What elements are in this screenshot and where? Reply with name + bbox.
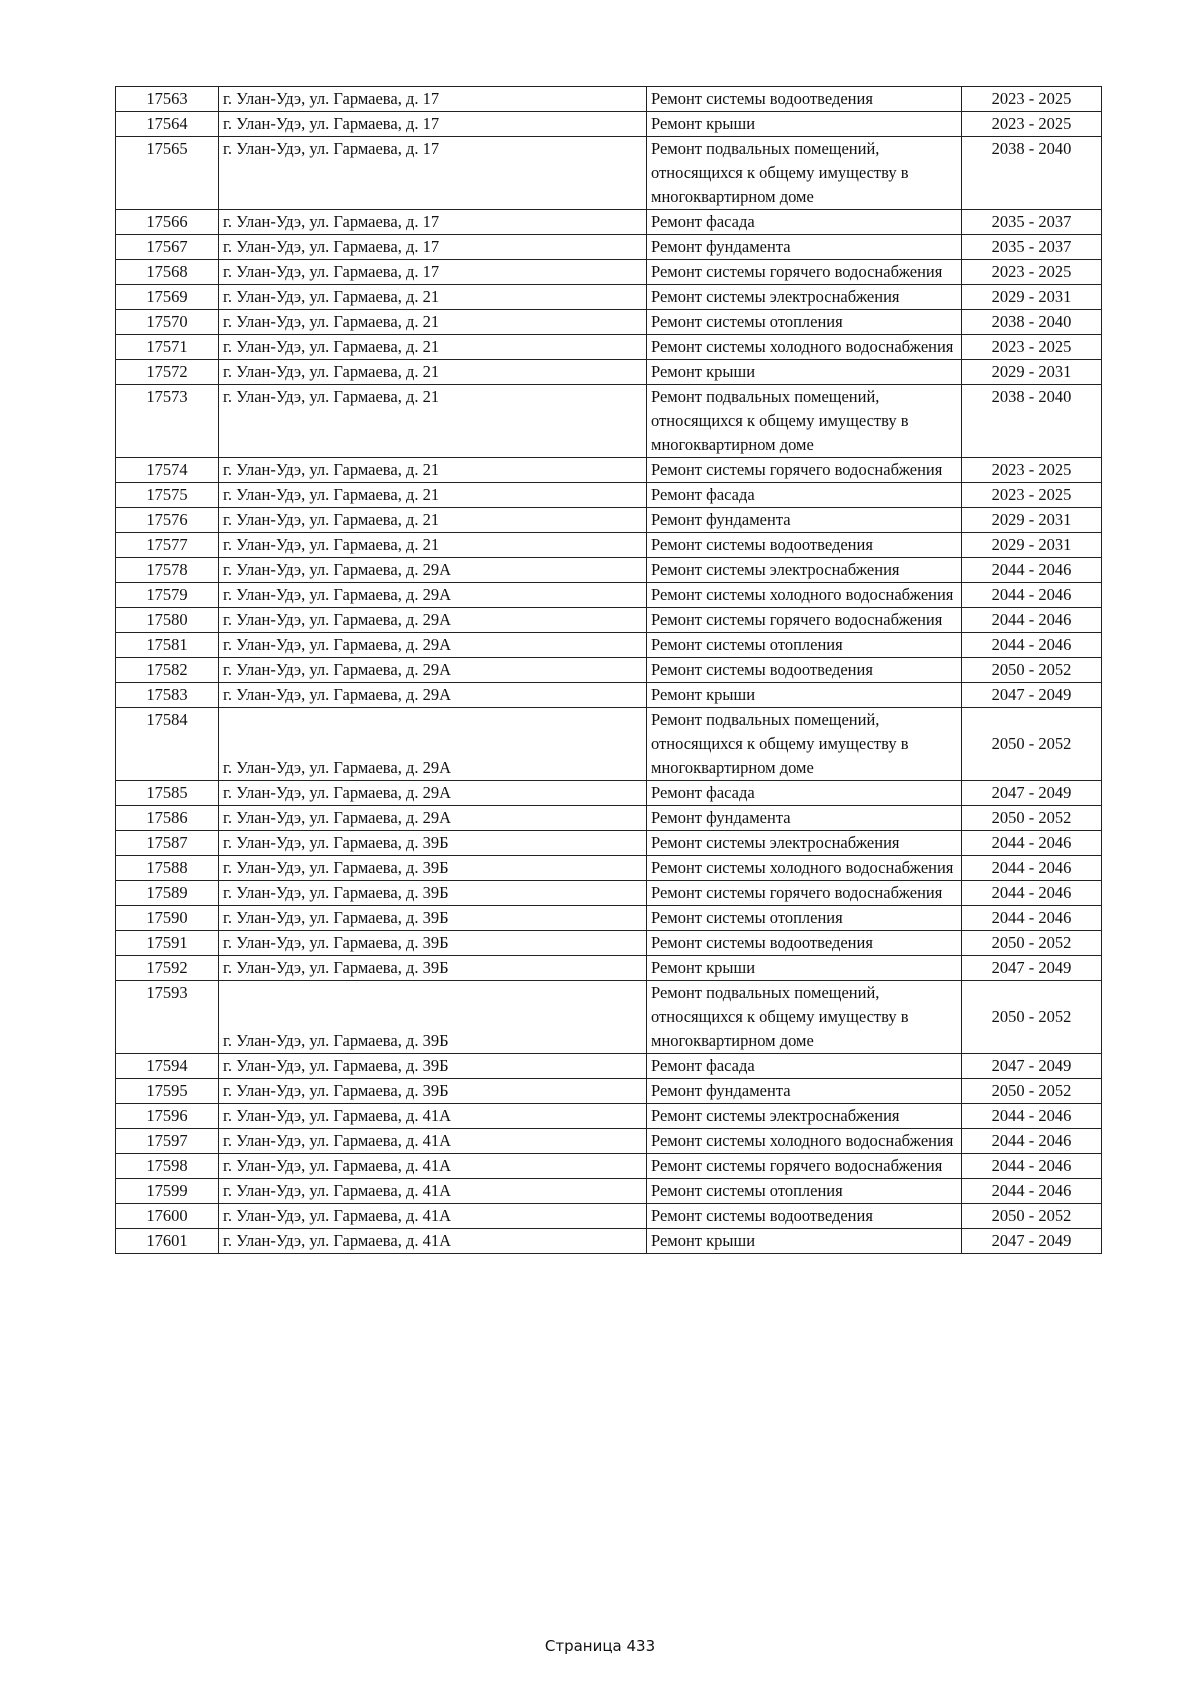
row-number: 17601: [116, 1229, 219, 1254]
row-period: 2029 - 2031: [962, 360, 1102, 385]
row-address: г. Улан-Удэ, ул. Гармаева, д. 41А: [219, 1229, 647, 1254]
row-period: 2047 - 2049: [962, 683, 1102, 708]
row-work-type: Ремонт системы водоотведения: [647, 931, 962, 956]
row-work-type: Ремонт фасада: [647, 483, 962, 508]
row-period: 2029 - 2031: [962, 508, 1102, 533]
row-period: 2038 - 2040: [962, 137, 1102, 210]
row-period: 2050 - 2052: [962, 981, 1102, 1054]
row-number: 17587: [116, 831, 219, 856]
row-period: 2047 - 2049: [962, 956, 1102, 981]
row-period: 2035 - 2037: [962, 210, 1102, 235]
row-work-type: Ремонт системы электроснабжения: [647, 558, 962, 583]
row-address: г. Улан-Удэ, ул. Гармаева, д. 21: [219, 360, 647, 385]
row-period: 2044 - 2046: [962, 831, 1102, 856]
row-number: 17589: [116, 881, 219, 906]
repair-schedule-table: [115, 86, 1102, 1254]
row-number: 17579: [116, 583, 219, 608]
row-address: г. Улан-Удэ, ул. Гармаева, д. 29А: [219, 658, 647, 683]
row-period: 2044 - 2046: [962, 1154, 1102, 1179]
row-work-type: Ремонт системы электроснабжения: [647, 831, 962, 856]
row-number: 17575: [116, 483, 219, 508]
row-work-type: Ремонт системы отопления: [647, 906, 962, 931]
row-period: 2044 - 2046: [962, 583, 1102, 608]
row-number: 17581: [116, 633, 219, 658]
row-number: 17597: [116, 1129, 219, 1154]
row-number: 17570: [116, 310, 219, 335]
row-address: г. Улан-Удэ, ул. Гармаева, д. 17: [219, 137, 647, 210]
row-work-type: Ремонт крыши: [647, 112, 962, 137]
row-work-type: Ремонт системы горячего водоснабжения: [647, 881, 962, 906]
row-work-type: Ремонт фасада: [647, 1054, 962, 1079]
table-body: [116, 87, 1102, 1254]
row-number: 17592: [116, 956, 219, 981]
row-address: г. Улан-Удэ, ул. Гармаева, д. 29А: [219, 806, 647, 831]
row-address: г. Улан-Удэ, ул. Гармаева, д. 21: [219, 508, 647, 533]
row-number: 17595: [116, 1079, 219, 1104]
row-address: г. Улан-Удэ, ул. Гармаева, д. 39Б: [219, 1079, 647, 1104]
row-work-type: Ремонт подвальных помещений, относящихся к общему имуществу в многоквартирном доме: [647, 137, 962, 210]
row-period: 2044 - 2046: [962, 608, 1102, 633]
row-work-type: Ремонт подвальных помещений, относящихся к общему имуществу в многоквартирном доме: [647, 981, 962, 1054]
row-period: 2044 - 2046: [962, 881, 1102, 906]
row-work-type: Ремонт подвальных помещений, относящихся к общему имуществу в многоквартирном доме: [647, 708, 962, 781]
row-number: 17598: [116, 1154, 219, 1179]
row-period: 2047 - 2049: [962, 1054, 1102, 1079]
row-number: 17563: [116, 87, 219, 112]
row-work-type: Ремонт системы горячего водоснабжения: [647, 458, 962, 483]
row-period: 2023 - 2025: [962, 335, 1102, 360]
row-number: 17594: [116, 1054, 219, 1079]
row-work-type: Ремонт фундамента: [647, 806, 962, 831]
row-number: 17572: [116, 360, 219, 385]
row-period: 2050 - 2052: [962, 806, 1102, 831]
row-work-type: Ремонт системы электроснабжения: [647, 1104, 962, 1129]
row-period: 2044 - 2046: [962, 1104, 1102, 1129]
row-number: 17571: [116, 335, 219, 360]
row-period: 2023 - 2025: [962, 483, 1102, 508]
row-number: 17583: [116, 683, 219, 708]
row-number: 17577: [116, 533, 219, 558]
row-address: г. Улан-Удэ, ул. Гармаева, д. 41А: [219, 1104, 647, 1129]
row-period: 2050 - 2052: [962, 1079, 1102, 1104]
row-work-type: Ремонт системы водоотведения: [647, 87, 962, 112]
row-address: г. Улан-Удэ, ул. Гармаева, д. 21: [219, 385, 647, 458]
row-number: 17567: [116, 235, 219, 260]
row-period: 2038 - 2040: [962, 385, 1102, 458]
row-period: 2023 - 2025: [962, 87, 1102, 112]
row-work-type: Ремонт системы водоотведения: [647, 1204, 962, 1229]
row-work-type: Ремонт системы холодного водоснабжения: [647, 583, 962, 608]
row-period: 2044 - 2046: [962, 1129, 1102, 1154]
row-number: 17600: [116, 1204, 219, 1229]
row-number: 17578: [116, 558, 219, 583]
row-work-type: Ремонт системы водоотведения: [647, 533, 962, 558]
row-number: 17588: [116, 856, 219, 881]
row-period: 2029 - 2031: [962, 533, 1102, 558]
row-number: 17599: [116, 1179, 219, 1204]
row-address: г. Улан-Удэ, ул. Гармаева, д. 29А: [219, 583, 647, 608]
row-work-type: Ремонт системы отопления: [647, 310, 962, 335]
row-work-type: Ремонт крыши: [647, 360, 962, 385]
row-work-type: Ремонт системы горячего водоснабжения: [647, 260, 962, 285]
row-address: г. Улан-Удэ, ул. Гармаева, д. 41А: [219, 1179, 647, 1204]
row-work-type: Ремонт фундамента: [647, 1079, 962, 1104]
row-address: г. Улан-Удэ, ул. Гармаева, д. 29А: [219, 708, 647, 781]
row-period: 2050 - 2052: [962, 1204, 1102, 1229]
row-number: 17580: [116, 608, 219, 633]
row-address: г. Улан-Удэ, ул. Гармаева, д. 39Б: [219, 931, 647, 956]
row-period: 2023 - 2025: [962, 260, 1102, 285]
row-work-type: Ремонт системы горячего водоснабжения: [647, 1154, 962, 1179]
row-work-type: Ремонт крыши: [647, 1229, 962, 1254]
row-number: 17582: [116, 658, 219, 683]
row-address: г. Улан-Удэ, ул. Гармаева, д. 41А: [219, 1129, 647, 1154]
row-work-type: Ремонт системы водоотведения: [647, 658, 962, 683]
row-period: 2047 - 2049: [962, 781, 1102, 806]
row-address: г. Улан-Удэ, ул. Гармаева, д. 17: [219, 210, 647, 235]
row-address: г. Улан-Удэ, ул. Гармаева, д. 39Б: [219, 906, 647, 931]
row-period: 2047 - 2049: [962, 1229, 1102, 1254]
row-number: 17564: [116, 112, 219, 137]
row-period: 2050 - 2052: [962, 931, 1102, 956]
row-address: г. Улан-Удэ, ул. Гармаева, д. 17: [219, 87, 647, 112]
row-address: г. Улан-Удэ, ул. Гармаева, д. 39Б: [219, 981, 647, 1054]
row-period: 2023 - 2025: [962, 112, 1102, 137]
row-work-type: Ремонт системы холодного водоснабжения: [647, 1129, 962, 1154]
row-number: 17596: [116, 1104, 219, 1129]
row-work-type: Ремонт фасада: [647, 781, 962, 806]
row-period: 2050 - 2052: [962, 708, 1102, 781]
row-work-type: Ремонт системы электроснабжения: [647, 285, 962, 310]
row-address: г. Улан-Удэ, ул. Гармаева, д. 41А: [219, 1204, 647, 1229]
row-number: 17566: [116, 210, 219, 235]
page-number: Страница 433: [544, 1637, 656, 1655]
row-address: г. Улан-Удэ, ул. Гармаева, д. 39Б: [219, 856, 647, 881]
row-period: 2044 - 2046: [962, 906, 1102, 931]
row-number: 17573: [116, 385, 219, 458]
row-number: 17584: [116, 708, 219, 781]
row-address: г. Улан-Удэ, ул. Гармаева, д. 21: [219, 483, 647, 508]
row-work-type: Ремонт подвальных помещений, относящихся к общему имуществу в многоквартирном доме: [647, 385, 962, 458]
row-work-type: Ремонт системы отопления: [647, 1179, 962, 1204]
row-period: 2050 - 2052: [962, 658, 1102, 683]
row-number: 17569: [116, 285, 219, 310]
row-work-type: Ремонт фундамента: [647, 235, 962, 260]
row-number: 17585: [116, 781, 219, 806]
row-period: 2035 - 2037: [962, 235, 1102, 260]
row-address: г. Улан-Удэ, ул. Гармаева, д. 41А: [219, 1154, 647, 1179]
row-work-type: Ремонт крыши: [647, 956, 962, 981]
row-address: г. Улан-Удэ, ул. Гармаева, д. 29А: [219, 558, 647, 583]
row-address: г. Улан-Удэ, ул. Гармаева, д. 17: [219, 260, 647, 285]
row-number: 17591: [116, 931, 219, 956]
row-address: г. Улан-Удэ, ул. Гармаева, д. 17: [219, 235, 647, 260]
row-number: 17568: [116, 260, 219, 285]
row-address: г. Улан-Удэ, ул. Гармаева, д. 21: [219, 335, 647, 360]
row-period: 2044 - 2046: [962, 558, 1102, 583]
row-work-type: Ремонт фундамента: [647, 508, 962, 533]
row-address: г. Улан-Удэ, ул. Гармаева, д. 21: [219, 533, 647, 558]
row-address: г. Улан-Удэ, ул. Гармаева, д. 29А: [219, 683, 647, 708]
row-period: 2044 - 2046: [962, 856, 1102, 881]
row-number: 17574: [116, 458, 219, 483]
row-number: 17565: [116, 137, 219, 210]
row-work-type: Ремонт системы отопления: [647, 633, 962, 658]
row-address: г. Улан-Удэ, ул. Гармаева, д. 21: [219, 310, 647, 335]
row-work-type: Ремонт крыши: [647, 683, 962, 708]
row-work-type: Ремонт системы горячего водоснабжения: [647, 608, 962, 633]
row-address: г. Улан-Удэ, ул. Гармаева, д. 39Б: [219, 956, 647, 981]
row-work-type: Ремонт системы холодного водоснабжения: [647, 335, 962, 360]
row-number: 17586: [116, 806, 219, 831]
row-address: г. Улан-Удэ, ул. Гармаева, д. 29А: [219, 633, 647, 658]
row-period: 2023 - 2025: [962, 458, 1102, 483]
row-work-type: Ремонт системы холодного водоснабжения: [647, 856, 962, 881]
row-period: 2044 - 2046: [962, 1179, 1102, 1204]
row-address: г. Улан-Удэ, ул. Гармаева, д. 21: [219, 285, 647, 310]
row-address: г. Улан-Удэ, ул. Гармаева, д. 21: [219, 458, 647, 483]
row-period: 2038 - 2040: [962, 310, 1102, 335]
row-address: г. Улан-Удэ, ул. Гармаева, д. 17: [219, 112, 647, 137]
row-number: 17590: [116, 906, 219, 931]
row-address: г. Улан-Удэ, ул. Гармаева, д. 39Б: [219, 1054, 647, 1079]
row-address: г. Улан-Удэ, ул. Гармаева, д. 39Б: [219, 881, 647, 906]
row-address: г. Улан-Удэ, ул. Гармаева, д. 39Б: [219, 831, 647, 856]
row-work-type: Ремонт фасада: [647, 210, 962, 235]
row-period: 2044 - 2046: [962, 633, 1102, 658]
row-address: г. Улан-Удэ, ул. Гармаева, д. 29А: [219, 608, 647, 633]
row-number: 17593: [116, 981, 219, 1054]
row-address: г. Улан-Удэ, ул. Гармаева, д. 29А: [219, 781, 647, 806]
row-period: 2029 - 2031: [962, 285, 1102, 310]
row-number: 17576: [116, 508, 219, 533]
